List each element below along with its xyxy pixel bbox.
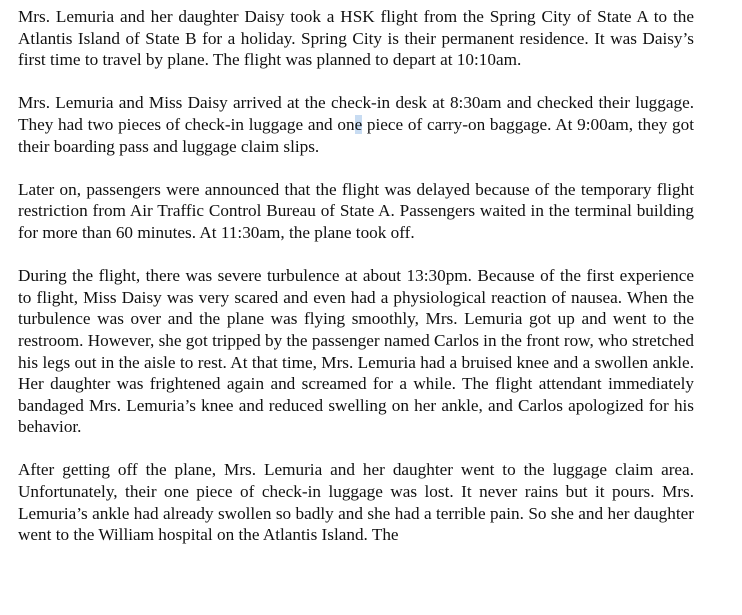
paragraph-2-text-before: Mrs. Lemuria and Miss Daisy arrived at the check-in desk at 8:30am and checked their luggage. They had two pieces of check-in luggage and on	[18, 93, 694, 134]
paragraph-2-text-after: piece of carry-on baggage. At 9:00am, they got their boarding pass and luggage claim slips.	[18, 114, 694, 156]
paragraph-2	[18, 92, 694, 157]
text-selection[interactable]: e	[354, 114, 363, 134]
document-body	[18, 6, 694, 546]
paragraph-5: After getting off the plane, Mrs. Lemuria and her daughter went to the luggage claim area. Unfortunately, their one piece of check-in luggage was lost. It never rains but it pours. Mrs. Lemuria’s ankle had already swollen so badly and she had a terrible pain. So she and her daughter went to the William hospital on the Atlantis Island. The	[18, 460, 694, 545]
paragraph-4: During the flight, there was severe turbulence at about 13:30pm. Because of the first experience to flight, Miss Daisy was very scared and even had a physiological reaction of nausea. When the turbulence was over and the plane was flying smoothly, Mrs. Lemuria got up and went to the restroom. However, she got tripped by the passenger named Carlos in the front row, who stretched his legs out in the aisle to rest. At that time, Mrs. Lemuria had a bruised knee and a swollen ankle. Her daughter was frightened again and screamed for a while. The flight attendant immediately bandaged Mrs. Lemuria’s knee and reduced swelling on her ankle, and Carlos apologized for his behavior.	[18, 266, 694, 437]
paragraph-1: Mrs. Lemuria and her daughter Daisy took a HSK flight from the Spring City of State A to the Atlantis Island of State B for a holiday. Spring City is their permanent residence. It was Daisy’s first time to travel by plane. The flight was planned to depart at 10:10am.	[18, 7, 694, 70]
paragraph-3: Later on, passengers were announced that the flight was delayed because of the temporary flight restriction from Air Traffic Control Bureau of State A. Passengers waited in the terminal building for more than 60 minutes. At 11:30am, the plane took off.	[18, 179, 694, 242]
